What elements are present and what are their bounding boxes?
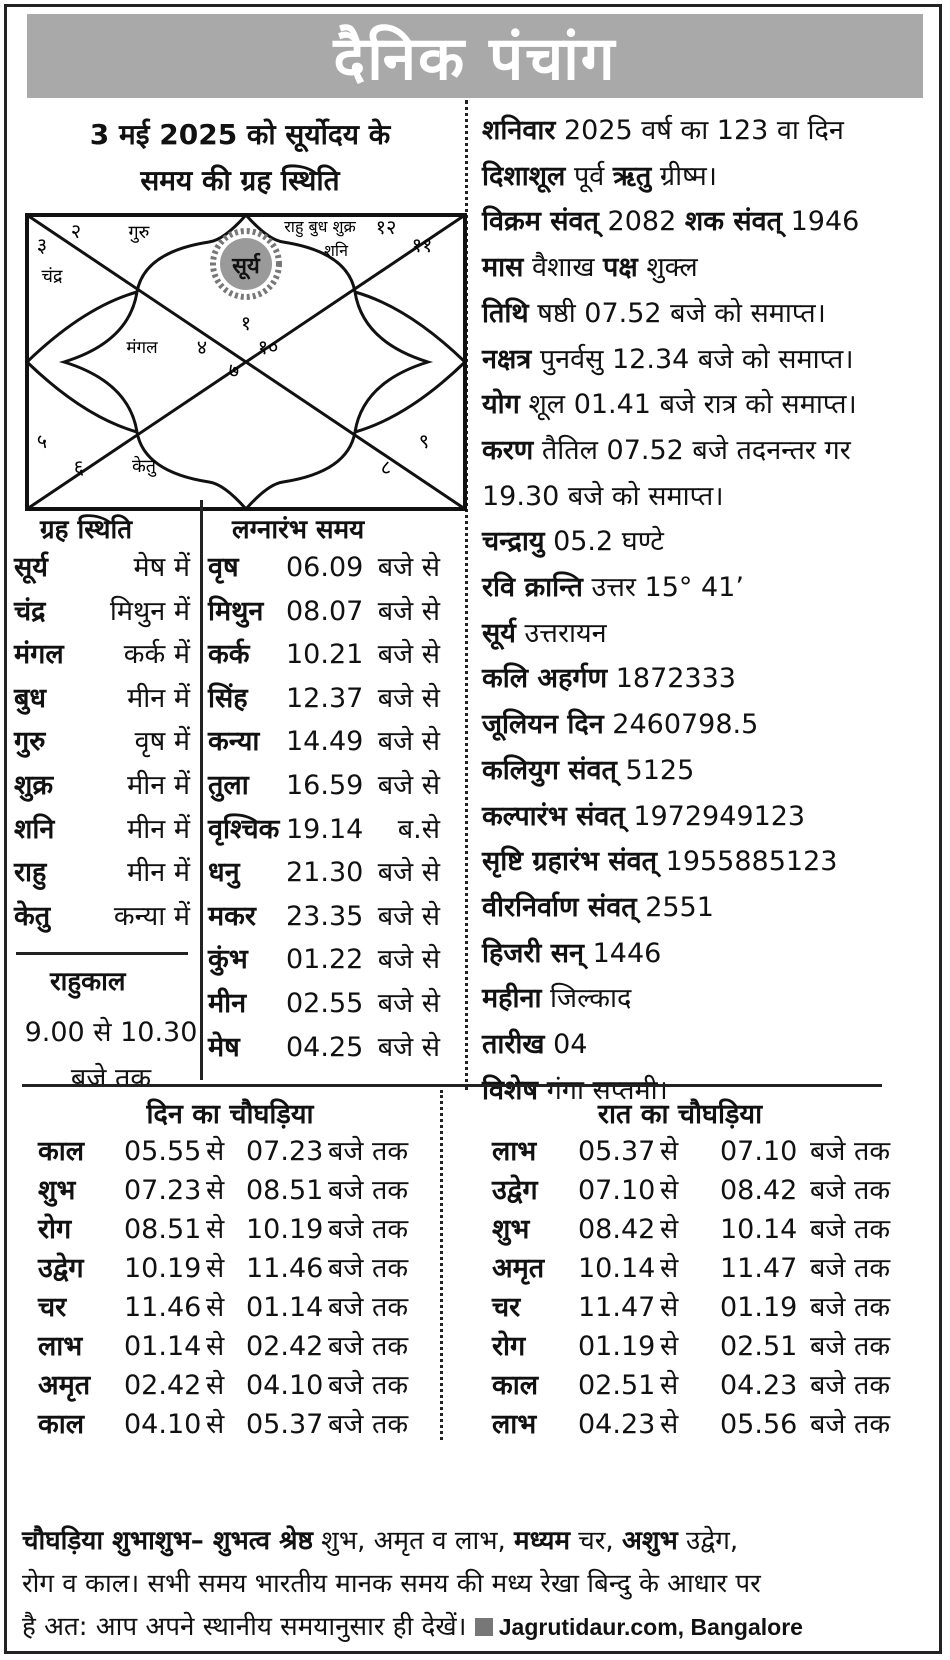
house-7: ७ — [228, 358, 240, 382]
info-key: मास — [482, 252, 524, 284]
choghadiya-to: 02.51 — [720, 1331, 798, 1362]
info-row — [482, 245, 942, 291]
house-10: १० — [257, 335, 279, 359]
info-row — [482, 931, 942, 977]
choghadiya-name: शुभ — [38, 1175, 76, 1206]
lagna-suffix: ब.से — [397, 813, 440, 845]
graha-planet: चंद्र — [14, 595, 46, 627]
info-value: 2460798.5 — [603, 709, 759, 741]
choghadiya-to: 07.23 — [246, 1136, 324, 1167]
choghadiya-from: 05.37 — [578, 1136, 656, 1167]
lagna-suffix: बजे से — [377, 988, 440, 1019]
house-4: ४ — [196, 335, 208, 359]
planet-h3: चंद्र — [41, 266, 63, 287]
lagna-sign: मकर — [208, 900, 256, 932]
choghadiya-to: 10.14 — [720, 1214, 798, 1245]
choghadiya-se: से — [660, 1253, 679, 1284]
info-value: 1972949123 — [624, 800, 806, 832]
info-key: हिजरी सन् — [482, 937, 585, 969]
sun-label: सूर्य — [232, 254, 260, 279]
lagna-time: 14.49 — [286, 726, 364, 758]
lagna-suffix: बजे से — [377, 552, 440, 583]
info-key: ऋतु — [612, 160, 652, 192]
choghadiya-rule — [22, 1084, 882, 1087]
lagna-suffix: बजे से — [377, 900, 440, 932]
choghadiya-from: 02.51 — [578, 1370, 656, 1401]
choghadiya-name: लाभ — [492, 1409, 537, 1440]
choghadiya-from: 01.19 — [578, 1331, 656, 1362]
lagna-sign: मेष — [208, 1031, 240, 1063]
info-row — [482, 839, 942, 885]
info-row — [482, 1022, 942, 1068]
lagna-time: 21.30 — [286, 857, 364, 889]
choghadiya-name: लाभ — [38, 1331, 83, 1362]
choghadiya-from: 01.14 — [124, 1331, 202, 1362]
info-value: शूल 01.41 बजे रात्र को समाप्त। — [519, 389, 857, 421]
night-choghadiya-heading: रात का चौघड़िया — [597, 1099, 763, 1130]
info-row — [482, 885, 942, 931]
info-value: 04 — [544, 1029, 588, 1061]
graha-planet: केतु — [14, 900, 51, 932]
footer-t1: शुभ, अमृत व लाभ, — [312, 1526, 515, 1556]
info-key: कलियुग संवत् — [482, 754, 617, 786]
graha-planet: बुध — [14, 682, 47, 714]
info-value: पुनर्वसु 12.34 बजे को समाप्त। — [531, 343, 854, 375]
info-key: वीरनिर्वाण संवत् — [482, 891, 637, 923]
info-value: वैशाख — [523, 252, 604, 284]
choghadiya-tak: बजे तक — [810, 1175, 891, 1206]
lagna-suffix: बजे से — [377, 726, 440, 758]
info-value: तैतिल 07.52 बजे तदनन्तर गर — [533, 434, 851, 466]
day-choghadiya-heading: दिन का चौघड़िया — [146, 1099, 314, 1130]
lagna-sign: कुंभ — [208, 944, 248, 976]
lagna-time: 02.55 — [286, 988, 364, 1019]
choghadiya-to: 11.47 — [720, 1253, 798, 1284]
choghadiya-se: से — [206, 1136, 225, 1167]
choghadiya-se: से — [660, 1331, 679, 1362]
info-key: कल्पारंभ संवत् — [482, 800, 625, 832]
footer-line3-text: है अत: आप अपने स्थानीय समयानुसार ही देखें। — [22, 1612, 467, 1642]
info-row — [482, 199, 942, 245]
info-row — [482, 976, 942, 1022]
info-value: शुक्ल — [637, 252, 698, 284]
lagna-suffix: बजे से — [377, 639, 440, 671]
info-row — [482, 337, 942, 383]
info-row — [482, 656, 942, 702]
choghadiya-tak: बजे तक — [328, 1175, 409, 1206]
choghadiya-name: अमृत — [492, 1253, 545, 1284]
lagna-sign: कर्क — [208, 639, 250, 671]
choghadiya-from: 10.14 — [578, 1253, 656, 1284]
choghadiya-name: शुभ — [492, 1214, 530, 1245]
graha-planet: शनि — [14, 813, 55, 845]
choghadiya-tak: बजे तक — [810, 1136, 891, 1167]
info-row — [482, 519, 942, 565]
info-value: गंगा सप्तमी। — [537, 1074, 668, 1106]
footer-b2: मध्यम — [514, 1526, 570, 1556]
choghadiya-from: 08.42 — [578, 1214, 656, 1245]
brand-square-icon — [475, 1618, 493, 1636]
graha-planet: राहु — [14, 857, 47, 889]
choghadiya-tak: बजे तक — [328, 1136, 409, 1167]
planet-h6: केतु — [131, 456, 157, 477]
choghadiya-to: 05.56 — [720, 1409, 798, 1440]
choghadiya-tak: बजे तक — [810, 1253, 891, 1284]
rahukaal-rule — [16, 952, 188, 955]
choghadiya-from: 05.55 — [124, 1136, 202, 1167]
choghadiya-from: 02.42 — [124, 1370, 202, 1401]
choghadiya-se: से — [660, 1175, 679, 1206]
choghadiya-from: 11.46 — [124, 1292, 202, 1323]
lagna-heading: लग्नारंभ समय — [232, 515, 365, 545]
info-value: उत्तर 15° 41’ — [582, 572, 744, 604]
info-key: सृष्टि ग्रहारंभ संवत् — [482, 846, 658, 878]
info-value: 2551 — [636, 891, 714, 923]
graha-planet: शुक्र — [14, 770, 54, 801]
choghadiya-name: उद्वेग — [492, 1175, 538, 1206]
info-value: 1946 — [782, 206, 860, 238]
info-value: 5125 — [616, 754, 695, 786]
footer-b3: अशुभ — [621, 1526, 678, 1556]
choghadiya-to: 04.23 — [720, 1370, 798, 1401]
lagna-suffix: बजे से — [377, 595, 440, 627]
lagna-suffix: बजे से — [377, 1031, 440, 1063]
choghadiya-name: लाभ — [492, 1136, 537, 1167]
lagna-sign: तुला — [208, 770, 249, 801]
info-key: विशेष — [482, 1074, 538, 1106]
info-row — [482, 428, 942, 474]
choghadiya-to: 01.19 — [720, 1292, 798, 1323]
info-row — [482, 702, 942, 748]
info-key: तिथि — [482, 297, 529, 329]
lagna-time: 01.22 — [286, 944, 364, 976]
lagna-time: 08.07 — [286, 595, 364, 627]
graha-sign: कर्क में — [123, 639, 190, 671]
choghadiya-name: अमृत — [38, 1370, 91, 1401]
choghadiya-tak: बजे तक — [328, 1214, 409, 1245]
planet-h4: मंगल — [126, 338, 158, 358]
choghadiya-to: 02.42 — [246, 1331, 324, 1362]
choghadiya-name: काल — [492, 1370, 539, 1401]
choghadiya-from: 04.10 — [124, 1409, 202, 1440]
page-title: दैनिक पंचांग — [333, 24, 617, 94]
info-key: जूलियन दिन — [482, 709, 604, 741]
choghadiya-se: से — [206, 1370, 225, 1401]
choghadiya-se: से — [660, 1370, 679, 1401]
planet-h12-line1: राहु बुध शुक्र — [284, 217, 356, 236]
planet-h12-line2: शनि — [324, 241, 348, 260]
choghadiya-to: 11.46 — [246, 1253, 324, 1284]
info-value: 05.2 घण्टे — [544, 526, 664, 558]
info-value: 1872333 — [607, 663, 736, 695]
choghadiya-name: उद्वेग — [38, 1253, 84, 1284]
choghadiya-name: रोग — [38, 1214, 72, 1245]
kundli-chart — [24, 212, 468, 512]
rahukaal-time — [16, 1010, 206, 1102]
house-8: ८ — [380, 455, 392, 479]
choghadiya-tak: बजे तक — [328, 1253, 409, 1284]
info-key: रवि क्रान्ति — [482, 572, 583, 604]
choghadiya-tak: बजे तक — [810, 1214, 891, 1245]
choghadiya-to: 08.42 — [720, 1175, 798, 1206]
lagna-time: 10.21 — [286, 639, 364, 671]
info-key: करण — [482, 434, 534, 466]
choghadiya-se: से — [206, 1214, 225, 1245]
footer-t2: चर, — [570, 1526, 622, 1556]
info-row — [482, 565, 942, 611]
info-key: पक्ष — [603, 252, 638, 284]
choghadiya-se: से — [206, 1175, 225, 1206]
graha-heading: ग्रह स्थिति — [40, 515, 133, 545]
choghadiya-name: काल — [38, 1136, 85, 1167]
graha-planet: गुरु — [14, 726, 46, 758]
lagna-suffix: बजे से — [377, 944, 440, 976]
graha-sign: मिथुन में — [109, 595, 190, 627]
lagna-sign: धनु — [208, 857, 240, 889]
choghadiya-to: 08.51 — [246, 1175, 324, 1206]
info-row — [482, 382, 942, 428]
choghadiya-from: 07.10 — [578, 1175, 656, 1206]
lagna-sign: मीन — [208, 988, 247, 1019]
choghadiya-se: से — [206, 1409, 225, 1440]
lagna-sign: सिंह — [208, 682, 248, 714]
lagna-sign: वृष — [208, 552, 239, 583]
graha-sign: वृष में — [134, 726, 190, 758]
choghadiya-divider — [440, 1090, 443, 1440]
info-value: उत्तरायन — [515, 617, 607, 649]
info-key: नक्षत्र — [482, 343, 532, 375]
house-1: १ — [240, 311, 252, 335]
choghadiya-to: 07.10 — [720, 1136, 798, 1167]
graha-sign: कन्या में — [113, 900, 190, 932]
info-row — [482, 748, 942, 794]
info-row — [482, 154, 942, 200]
house-9: ९ — [418, 429, 430, 453]
choghadiya-to: 04.10 — [246, 1370, 324, 1401]
info-value: 19.30 बजे को समाप्त। — [482, 480, 724, 512]
info-value: पूर्व — [565, 160, 613, 192]
choghadiya-tak: बजे तक — [810, 1409, 891, 1440]
choghadiya-tak: बजे तक — [328, 1331, 409, 1362]
lagna-suffix: बजे से — [377, 682, 440, 714]
choghadiya-se: से — [206, 1253, 225, 1284]
info-key: योग — [482, 389, 520, 421]
lagna-time: 23.35 — [286, 900, 364, 932]
graha-sign: मीन में — [127, 857, 190, 889]
lagna-suffix: बजे से — [377, 770, 440, 801]
choghadiya-name: रोग — [492, 1331, 526, 1362]
choghadiya-tak: बजे तक — [810, 1370, 891, 1401]
lagna-suffix: बजे से — [377, 857, 440, 889]
info-value: 2082 — [598, 206, 685, 238]
house-2: २ — [70, 219, 82, 243]
graha-sign: मेष में — [133, 552, 190, 583]
info-value: षष्ठी 07.52 बजे को समाप्त। — [528, 297, 826, 329]
lagna-time: 12.37 — [286, 682, 364, 714]
choghadiya-tak: बजे तक — [328, 1292, 409, 1323]
choghadiya-name: चर — [492, 1292, 521, 1323]
choghadiya-se: से — [206, 1331, 225, 1362]
brand-name: Jagrutidaur.com, Bangalore — [498, 1614, 803, 1640]
house-3: ३ — [36, 233, 48, 257]
choghadiya-tak: बजे तक — [328, 1409, 409, 1440]
chart-title — [20, 112, 460, 204]
lagna-time: 06.09 — [286, 552, 364, 583]
footer-line3 — [22, 1606, 934, 1649]
info-value: 2025 वर्ष का 123 वा दिन — [555, 115, 844, 146]
choghadiya-from: 07.23 — [124, 1175, 202, 1206]
planet-h2: गुरु — [128, 222, 150, 243]
choghadiya-se: से — [660, 1292, 679, 1323]
choghadiya-from: 08.51 — [124, 1214, 202, 1245]
lagna-sign: मिथुन — [208, 595, 264, 627]
house-11: ११ — [411, 233, 433, 257]
info-key: सूर्य — [482, 617, 516, 649]
lagna-time: 16.59 — [286, 770, 364, 801]
info-row — [482, 474, 942, 520]
info-value: 1446 — [584, 937, 662, 969]
rahukaal-line1: 9.00 से 10.30 — [24, 1017, 198, 1048]
info-row — [482, 794, 942, 840]
lagna-sign: वृश्चिक — [208, 813, 280, 845]
graha-lagna-divider — [200, 500, 203, 1080]
choghadiya-to: 05.37 — [246, 1409, 324, 1440]
info-key: चन्द्रायु — [482, 526, 545, 558]
graha-sign: मीन में — [127, 682, 190, 714]
header-banner — [27, 14, 923, 98]
lagna-sign: कन्या — [208, 726, 260, 758]
footer-line1 — [22, 1520, 934, 1563]
footer-line2: रोग व काल। सभी समय भारतीय मानक समय की मध्य रेखा बिन्दु के आधार पर — [22, 1569, 761, 1599]
choghadiya-tak: बजे तक — [810, 1331, 891, 1362]
choghadiya-tak: बजे तक — [810, 1292, 891, 1323]
choghadiya-se: से — [660, 1409, 679, 1440]
lagna-time: 19.14 — [286, 813, 364, 845]
panchang-info — [482, 108, 942, 1113]
footer-note — [22, 1520, 934, 1649]
choghadiya-from: 10.19 — [124, 1253, 202, 1284]
choghadiya-se: से — [206, 1292, 225, 1323]
lagna-time: 04.25 — [286, 1031, 364, 1063]
footer-b1: चौघड़िया शुभाशुभ– शुभत्व श्रेष्ठ — [22, 1526, 313, 1556]
choghadiya-from: 04.23 — [578, 1409, 656, 1440]
graha-planet: सूर्य — [14, 552, 48, 583]
info-value: जिल्काद — [541, 983, 632, 1015]
graha-sign: मीन में — [127, 813, 190, 845]
graha-sign: मीन में — [127, 770, 190, 801]
info-key: महीना — [482, 983, 542, 1015]
house-12: १२ — [375, 215, 397, 239]
info-row — [482, 291, 942, 337]
house-5: ५ — [36, 429, 48, 453]
footer-t3: उद्वेग, — [677, 1526, 739, 1556]
info-row — [482, 611, 942, 657]
info-row — [482, 108, 942, 154]
info-key: दिशाशूल — [482, 160, 566, 192]
chart-title-line1: 3 मई 2025 को सूर्योदय के — [89, 118, 391, 151]
chart-title-line2: समय की ग्रह स्थिति — [140, 164, 340, 197]
info-key: शक संवत् — [684, 206, 782, 238]
choghadiya-to: 01.14 — [246, 1292, 324, 1323]
choghadiya-name: चर — [38, 1292, 67, 1323]
info-value: 1955885123 — [657, 846, 838, 878]
choghadiya-tak: बजे तक — [328, 1370, 409, 1401]
house-6: ६ — [73, 455, 85, 479]
rahukaal-heading: राहुकाल — [50, 967, 126, 997]
info-value: ग्रीष्म। — [651, 160, 718, 192]
info-key: शनिवार — [482, 115, 556, 146]
graha-planet: मंगल — [14, 639, 64, 671]
choghadiya-se: से — [660, 1136, 679, 1167]
rahukaal-line2: बजे तक — [70, 1063, 152, 1094]
info-key: विक्रम संवत् — [482, 206, 599, 238]
choghadiya-se: से — [660, 1214, 679, 1245]
choghadiya-from: 11.47 — [578, 1292, 656, 1323]
info-key: तारीख — [482, 1029, 545, 1061]
choghadiya-name: काल — [38, 1409, 85, 1440]
choghadiya-to: 10.19 — [246, 1214, 324, 1245]
info-key: कलि अहर्गण — [482, 663, 608, 695]
